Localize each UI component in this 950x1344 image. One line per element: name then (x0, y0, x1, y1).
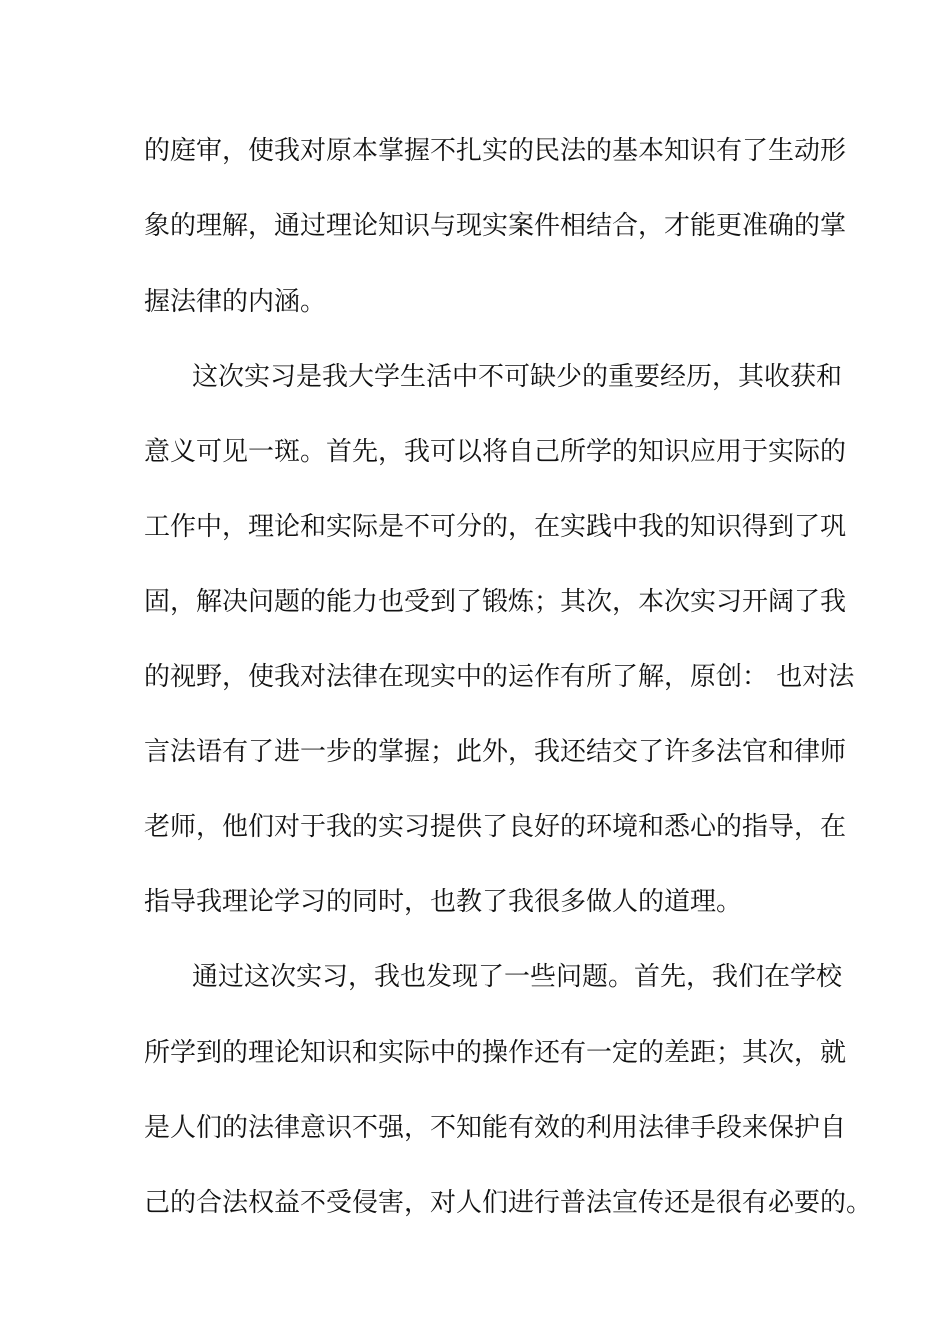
text-line: 所学到的理论知识和实际中的操作还有一定的差距；其次，就 (144, 1038, 847, 1068)
text-line: 指导我理论学习的同时，也教了我很多做人的道理。 (144, 887, 743, 917)
paragraph-first-line: 通过这次实习，我也发现了一些问题。首先，我们在学校 (192, 962, 843, 992)
text-line: 老师，他们对于我的实习提供了良好的环境和悉心的指导，在 (144, 812, 847, 842)
text-line: 意义可见一斑。首先，我可以将自己所学的知识应用于实际的 (144, 437, 847, 467)
text-line: 的视野，使我对法律在现实中的运作有所了解，原创： 也对法 (144, 662, 855, 692)
paragraph-first-line: 这次实习是我大学生活中不可缺少的重要经历，其收获和 (192, 362, 843, 392)
text-line: 己的合法权益不受侵害，对人们进行普法宣传还是很有必要的。 (144, 1188, 873, 1218)
text-line: 言法语有了进一步的掌握；此外，我还结交了许多法官和律师 (144, 737, 847, 767)
text-line: 象的理解，通过理论知识与现实案件相结合，才能更准确的掌 (144, 211, 847, 241)
text-line: 的庭审，使我对原本掌握不扎实的民法的基本知识有了生动形 (144, 136, 847, 166)
text-line: 固，解决问题的能力也受到了锻炼；其次，本次实习开阔了我 (144, 587, 847, 617)
text-line: 握法律的内涵。 (144, 287, 327, 317)
text-line: 工作中，理论和实际是不可分的，在实践中我的知识得到了巩 (144, 512, 847, 542)
text-line: 是人们的法律意识不强，不知能有效的利用法律手段来保护自 (144, 1113, 847, 1143)
